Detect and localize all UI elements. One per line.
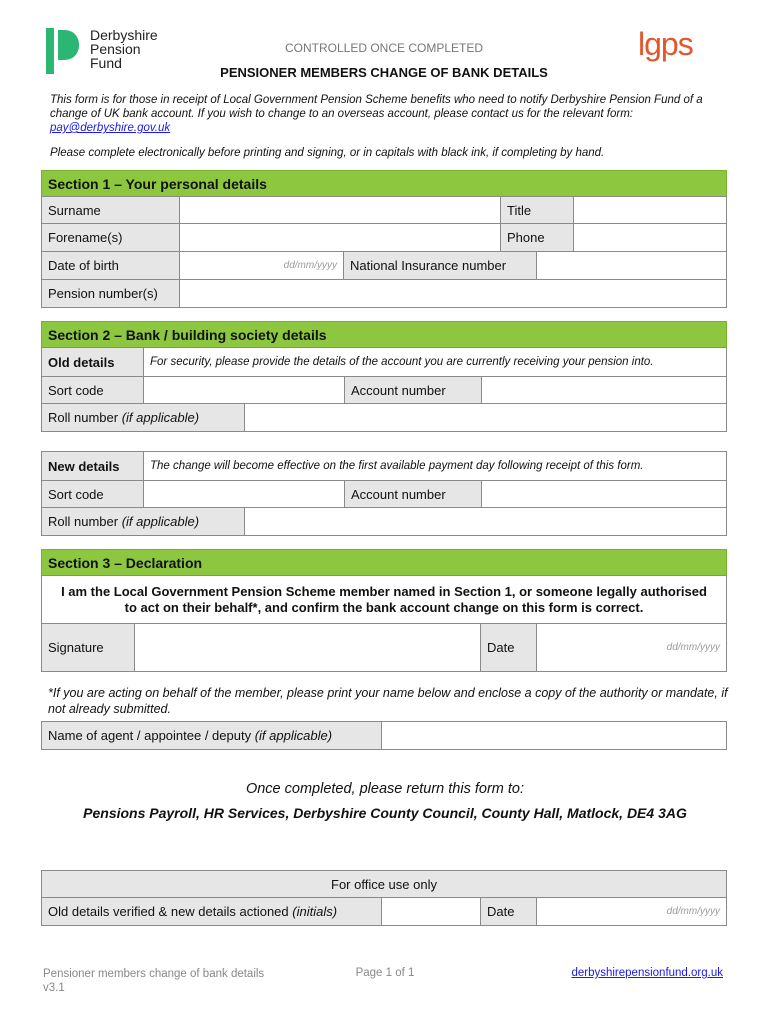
new-account-number-field[interactable]: [481, 480, 727, 508]
new-roll-number-label: [41, 507, 245, 536]
office-date-field[interactable]: dd/mm/yyyy: [536, 897, 727, 926]
old-details-note: For security, please provide the details of the account you are currently receiving your pension into.: [143, 347, 727, 377]
signature-label: Signature: [41, 623, 135, 672]
office-verified-text: Old details verified & new details actioned: [48, 904, 293, 919]
if-applicable-text: (if applicable): [121, 410, 200, 425]
completion-instructions: Please complete electronically before printing and signing, or in capitals with black ink, if completing by hand.: [50, 147, 605, 159]
title-label: Title: [500, 196, 574, 224]
roll-number-text: Roll number: [48, 514, 122, 529]
ni-field[interactable]: [536, 251, 727, 280]
roll-number-text: Roll number: [48, 410, 122, 425]
old-account-number-label: Account number: [344, 376, 482, 404]
ni-label: National Insurance number: [343, 251, 537, 280]
dob-field[interactable]: dd/mm/yyyy: [179, 251, 344, 280]
section1-header: Section 1 – Your personal details: [41, 170, 727, 197]
declaration-date-field[interactable]: dd/mm/yyyy: [536, 623, 727, 672]
dob-label: Date of birth: [41, 251, 180, 280]
section2-header: Section 2 – Bank / building society details: [41, 321, 727, 348]
return-prompt: Once completed, please return this form to:: [245, 781, 525, 797]
office-initials-field[interactable]: [381, 897, 481, 926]
agent-name-label: [41, 721, 382, 750]
agent-label-text: Name of agent / appointee / deputy: [48, 728, 255, 743]
page-title: PENSIONER MEMBERS CHANGE OF BANK DETAILS: [220, 65, 548, 80]
footer-doc-name: Pensioner members change of bank details v3.1: [43, 968, 265, 994]
new-sort-code-field[interactable]: [143, 480, 345, 508]
pension-fund-logo-mark: [46, 28, 80, 76]
footer-website-link[interactable]: derbyshirepensionfund.org.uk: [571, 967, 723, 979]
forenames-label: Forename(s): [41, 223, 180, 252]
intro-text: This form is for those in receipt of Local Government Pension Scheme benefits who need to notify Derbyshire Pension Fund of a change of UK bank account. If you wish to change to an overseas account, please contact us for the relevant form:: [50, 94, 703, 120]
title-field[interactable]: [573, 196, 727, 224]
declaration-statement: I am the Local Government Pension Scheme member named in Section 1, or someone legally authorised to act on their behalf*, and confirm the bank account change on this form is correct.: [41, 575, 727, 624]
org-name-line2: Pension: [90, 41, 141, 57]
section3-header: Section 3 – Declaration: [41, 549, 727, 576]
phone-field[interactable]: [573, 223, 727, 252]
pension-number-label: Pension number(s): [41, 279, 180, 308]
phone-label: Phone: [500, 223, 574, 252]
signature-field[interactable]: [134, 623, 481, 672]
if-applicable-text: (if applicable): [121, 514, 200, 529]
old-roll-number-field[interactable]: [244, 403, 727, 432]
agent-name-field[interactable]: [381, 721, 727, 750]
old-sort-code-label: Sort code: [41, 376, 144, 404]
declaration-date-label: Date: [480, 623, 537, 672]
surname-label: Surname: [41, 196, 180, 224]
agent-note: *If you are acting on behalf of the member, please print your name below and enclose a copy of the authority or mandate, if not already submitted.: [48, 686, 728, 716]
new-roll-number-field[interactable]: [244, 507, 727, 536]
footer-page-number: Page 1 of 1: [355, 967, 415, 979]
new-account-number-label: Account number: [344, 480, 482, 508]
surname-field[interactable]: [179, 196, 501, 224]
new-details-note: The change will become effective on the first available payment day following receipt of this form.: [143, 451, 727, 481]
pension-number-field[interactable]: [179, 279, 727, 308]
old-roll-number-label: [41, 403, 245, 432]
old-details-label: Old details: [41, 347, 144, 377]
forenames-field[interactable]: [179, 223, 501, 252]
office-date-label: Date: [480, 897, 537, 926]
old-account-number-field[interactable]: [481, 376, 727, 404]
new-details-label: New details: [41, 451, 144, 481]
email-link[interactable]: pay@derbyshire.gov.uk: [50, 122, 171, 134]
org-name-line1: Derbyshire: [90, 27, 158, 43]
office-initials-text: (initials): [292, 904, 338, 919]
new-sort-code-label: Sort code: [41, 480, 144, 508]
return-address: Pensions Payroll, HR Services, Derbyshire County Council, County Hall, Matlock, DE4 3AG: [83, 805, 687, 821]
org-name-line3: Fund: [90, 55, 122, 71]
control-notice: CONTROLLED ONCE COMPLETED: [284, 41, 484, 55]
lgps-logo: lgps: [638, 26, 693, 62]
agent-if-applicable-text: (if applicable): [254, 728, 333, 743]
old-sort-code-field[interactable]: [143, 376, 345, 404]
office-use-header: For office use only: [41, 870, 727, 898]
office-verified-label: [41, 897, 382, 926]
intro-paragraph: [50, 93, 725, 135]
